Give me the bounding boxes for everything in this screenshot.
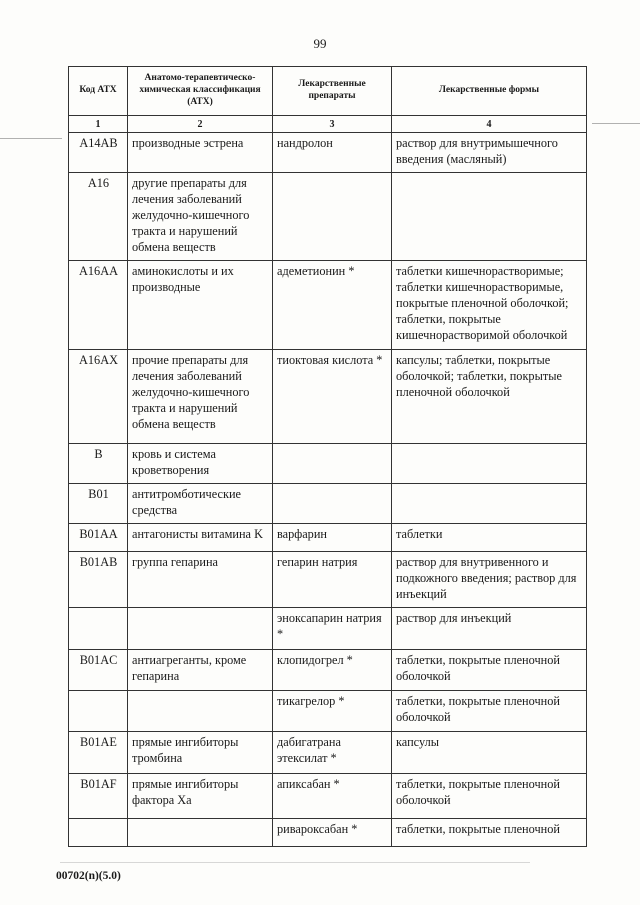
dosage-forms: раствор для инъекций bbox=[392, 607, 587, 649]
drug-name: апиксабан * bbox=[273, 773, 392, 818]
table-row bbox=[69, 260, 587, 349]
atx-code: B01 bbox=[69, 483, 128, 523]
atx-code bbox=[69, 818, 128, 846]
drug-name: ривароксабан * bbox=[273, 818, 392, 846]
page-number: 99 bbox=[313, 36, 327, 51]
drug-name: тикагрелор * bbox=[273, 690, 392, 731]
classification: группа гепарина bbox=[128, 551, 273, 607]
drug-name: эноксапарин натрия * bbox=[273, 607, 392, 649]
header-row bbox=[69, 67, 587, 116]
classification: антитромботические средства bbox=[128, 483, 273, 523]
column-number: 3 bbox=[273, 116, 392, 133]
document-footer-code: 00702(n)(5.0) bbox=[56, 870, 121, 882]
classification bbox=[128, 690, 273, 731]
classification bbox=[128, 818, 273, 846]
dosage-forms: капсулы; таблетки, покрытые оболочкой; таблетки, покрытые пленочной оболочкой bbox=[392, 349, 587, 443]
classification: антиагреганты, кроме гепарина bbox=[128, 649, 273, 690]
classification: прямые ингибиторы тромбина bbox=[128, 731, 273, 773]
scan-artifact-left bbox=[0, 138, 62, 139]
atx-code: B bbox=[69, 443, 128, 483]
drug-name: клопидогрел * bbox=[273, 649, 392, 690]
table-row bbox=[69, 607, 587, 649]
atx-code: A16 bbox=[69, 172, 128, 260]
drug-name: варфарин bbox=[273, 523, 392, 551]
classification: прямые ингибиторы фактора Xa bbox=[128, 773, 273, 818]
dosage-forms: таблетки, покрытые пленочной оболочкой bbox=[392, 649, 587, 690]
dosage-forms bbox=[392, 483, 587, 523]
atx-code: B01AB bbox=[69, 551, 128, 607]
table-row bbox=[69, 731, 587, 773]
dosage-forms: раствор для внутривенного и подкожного введения; раствор для инъекций bbox=[392, 551, 587, 607]
classification: аминокислоты и их производные bbox=[128, 260, 273, 349]
classification: кровь и система кроветворения bbox=[128, 443, 273, 483]
drug-name bbox=[273, 172, 392, 260]
dosage-forms: таблетки, покрытые пленочной оболочкой bbox=[392, 773, 587, 818]
table-row bbox=[69, 443, 587, 483]
dosage-forms: раствор для внутримышечного введения (масляный) bbox=[392, 133, 587, 173]
atx-code bbox=[69, 607, 128, 649]
table-row bbox=[69, 483, 587, 523]
column-number: 2 bbox=[128, 116, 273, 133]
drug-name bbox=[273, 483, 392, 523]
drug-name: нандролон bbox=[273, 133, 392, 173]
drug-name: тиоктовая кислота * bbox=[273, 349, 392, 443]
classification: прочие препараты для лечения заболеваний желудочно-кишечного тракта и нарушений обмена веществ bbox=[128, 349, 273, 443]
atx-code: B01AE bbox=[69, 731, 128, 773]
dosage-forms: капсулы bbox=[392, 731, 587, 773]
dosage-forms: таблетки, покрытые пленочной оболочкой bbox=[392, 690, 587, 731]
table-body bbox=[69, 116, 587, 847]
dosage-forms: таблетки bbox=[392, 523, 587, 551]
atx-code: A16AX bbox=[69, 349, 128, 443]
column-number-row bbox=[69, 116, 587, 133]
classification: производные эстрена bbox=[128, 133, 273, 173]
dosage-forms: таблетки, покрытые пленочной bbox=[392, 818, 587, 846]
table-row bbox=[69, 551, 587, 607]
table-row bbox=[69, 818, 587, 846]
classification bbox=[128, 607, 273, 649]
atx-code: A16AA bbox=[69, 260, 128, 349]
atx-table bbox=[68, 66, 587, 847]
drug-name bbox=[273, 443, 392, 483]
column-number: 4 bbox=[392, 116, 587, 133]
table-row bbox=[69, 172, 587, 260]
dosage-forms: таблетки кишечнорастворимые; таблетки кишечнорастворимые, покрытые пленочной оболочкой; таблетки, покрытые кишечнорастворимой оболочкой bbox=[392, 260, 587, 349]
table-row bbox=[69, 349, 587, 443]
column-number: 1 bbox=[69, 116, 128, 133]
table-row bbox=[69, 690, 587, 731]
dosage-forms bbox=[392, 443, 587, 483]
atx-code: B01AC bbox=[69, 649, 128, 690]
table-row bbox=[69, 649, 587, 690]
atx-code: B01AF bbox=[69, 773, 128, 818]
atx-code bbox=[69, 690, 128, 731]
table-row bbox=[69, 523, 587, 551]
table-row bbox=[69, 773, 587, 818]
drug-name: адеметионин * bbox=[273, 260, 392, 349]
classification: антагонисты витамина K bbox=[128, 523, 273, 551]
header-drugs: Лекарственные препараты bbox=[273, 67, 392, 116]
drug-name: гепарин натрия bbox=[273, 551, 392, 607]
classification: другие препараты для лечения заболеваний желудочно-кишечного тракта и нарушений обмена веществ bbox=[128, 172, 273, 260]
atx-code: B01AA bbox=[69, 523, 128, 551]
header-classification: Анатомо-терапевтическо-химическая классификация (АТХ) bbox=[128, 67, 273, 116]
dosage-forms bbox=[392, 172, 587, 260]
drug-name: дабигатрана этексилат * bbox=[273, 731, 392, 773]
header-forms: Лекарственные формы bbox=[392, 67, 587, 116]
header-code: Код АТХ bbox=[69, 67, 128, 116]
scan-artifact-right bbox=[592, 123, 640, 124]
table-row bbox=[69, 133, 587, 173]
atx-code: A14AB bbox=[69, 133, 128, 173]
scan-artifact-bottom bbox=[60, 862, 530, 863]
